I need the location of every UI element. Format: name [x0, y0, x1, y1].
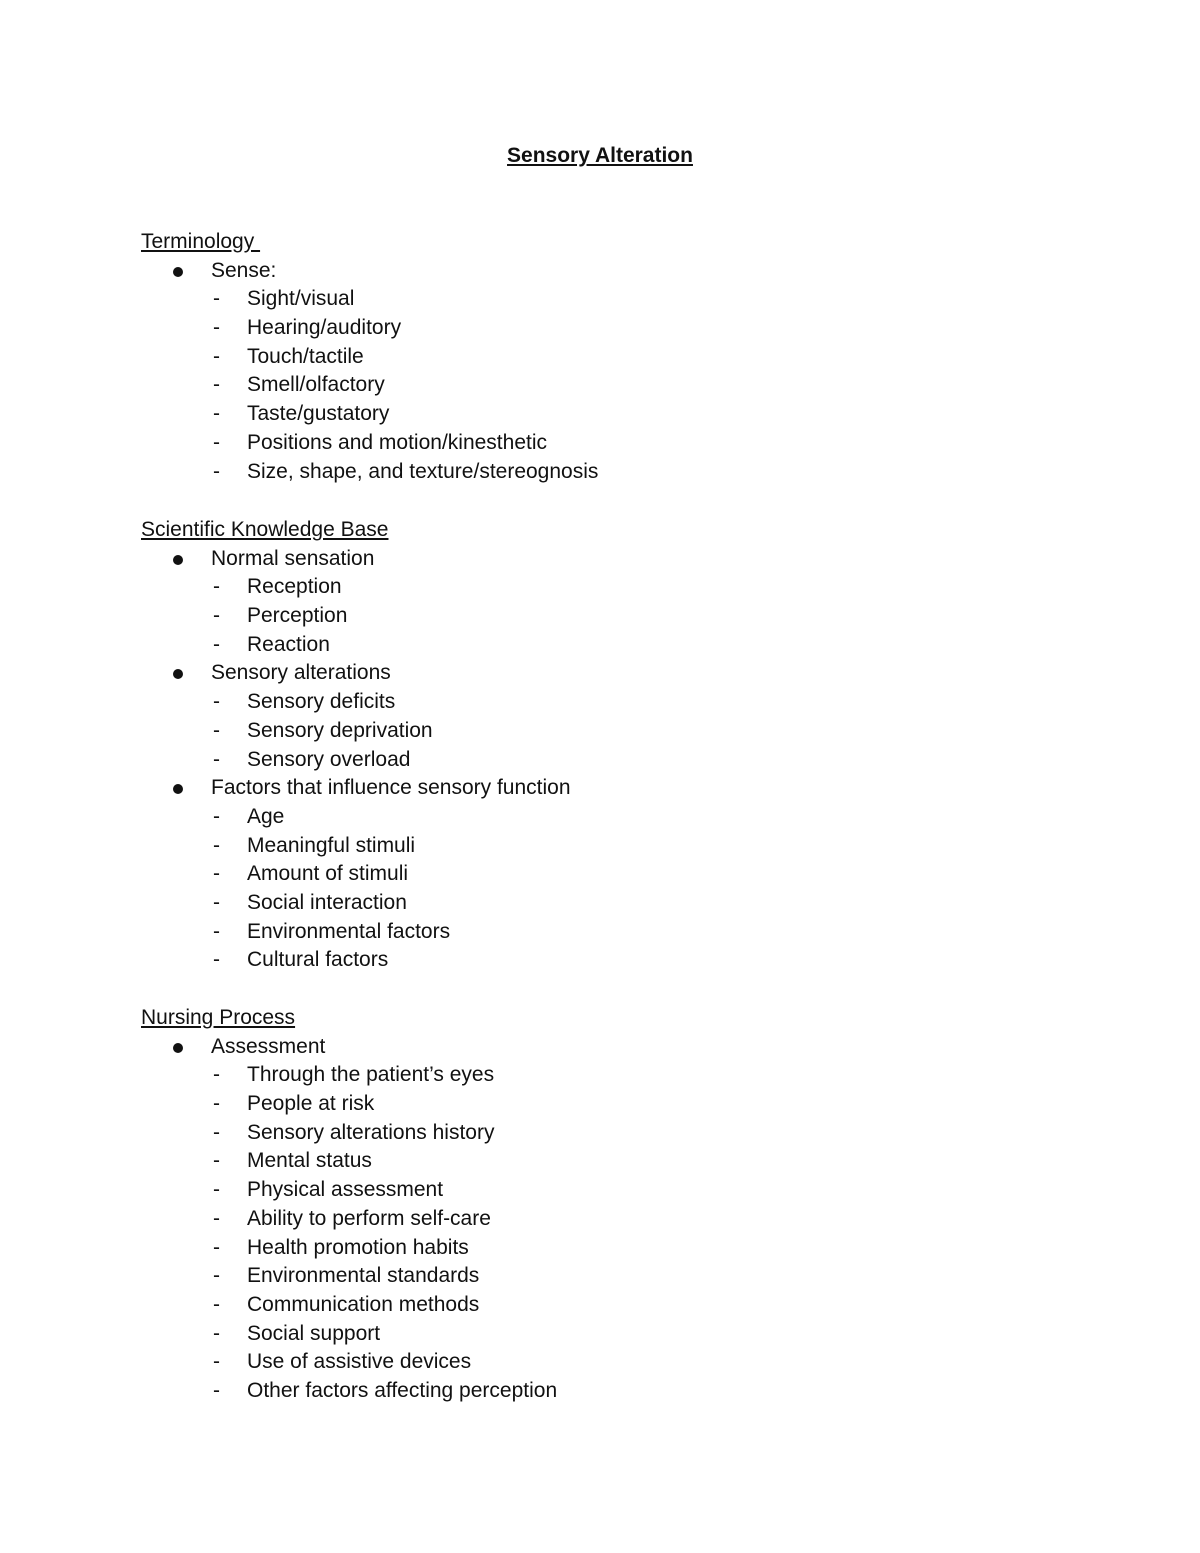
list-item-text: Amount of stimuli: [247, 862, 409, 886]
list-item: [141, 458, 1041, 487]
dash-marker: -: [213, 1063, 220, 1087]
list-item-text: Sensory alterations history: [247, 1120, 495, 1144]
list-item: [141, 400, 1041, 429]
bullet-item: [141, 1033, 1041, 1062]
bullet-text: Assessment: [211, 1034, 326, 1058]
bullet-icon: [173, 267, 183, 277]
list-item-text: Reception: [247, 575, 342, 599]
dash-marker: -: [213, 1120, 220, 1144]
list-item: [141, 1061, 1041, 1090]
list-item: [141, 803, 1041, 832]
dash-marker: -: [213, 1149, 220, 1173]
bullet-text: Factors that influence sensory function: [211, 776, 571, 800]
list-item: [141, 602, 1041, 631]
list-item-text: Social support: [247, 1321, 381, 1345]
list-item-text: Taste/gustatory: [247, 402, 390, 426]
list-item: [141, 343, 1041, 372]
list-item-text: Sensory deprivation: [247, 718, 433, 742]
dash-marker: -: [213, 919, 220, 943]
list-item: [141, 631, 1041, 660]
list-item: [141, 314, 1041, 343]
dash-marker: -: [213, 690, 220, 714]
dash-marker: -: [213, 287, 220, 311]
list-item: [141, 1377, 1041, 1406]
section-scientific-knowledge-base: [141, 516, 1041, 975]
list-item-text: Size, shape, and texture/stereognosis: [247, 459, 599, 483]
document-title: Sensory Alteration: [507, 144, 693, 167]
dash-marker: -: [213, 402, 220, 426]
bullet-item: [141, 774, 1041, 803]
list-item-text: Environmental standards: [247, 1264, 480, 1288]
list-item-text: Smell/olfactory: [247, 373, 385, 397]
bullet-icon: [173, 669, 183, 679]
list-item-text: Perception: [247, 604, 348, 628]
list-item-text: Health promotion habits: [247, 1235, 469, 1259]
list-item: [141, 1234, 1041, 1263]
list-item-text: Mental status: [247, 1149, 372, 1173]
dash-marker: -: [213, 430, 220, 454]
bullet-text: Sensory alterations: [211, 661, 391, 685]
dash-marker: -: [213, 718, 220, 742]
dash-marker: -: [213, 1350, 220, 1374]
list-item: [141, 1320, 1041, 1349]
dash-marker: -: [213, 804, 220, 828]
list-item-text: Sensory overload: [247, 747, 411, 771]
list-item: [141, 573, 1041, 602]
dash-marker: -: [213, 316, 220, 340]
dash-marker: -: [213, 575, 220, 599]
dash-marker: -: [213, 344, 220, 368]
dash-marker: -: [213, 1264, 220, 1288]
bullet-icon: [173, 555, 183, 565]
bullet-item: [141, 545, 1041, 574]
list-item: [141, 688, 1041, 717]
bullet-text: Sense:: [211, 258, 277, 282]
dash-marker: -: [213, 1321, 220, 1345]
dash-marker: -: [213, 459, 220, 483]
list-item: [141, 946, 1041, 975]
list-item-text: Cultural factors: [247, 948, 389, 972]
dash-marker: -: [213, 948, 220, 972]
list-item-text: Sight/visual: [247, 287, 355, 311]
list-item: [141, 1090, 1041, 1119]
list-item-text: Meaningful stimuli: [247, 833, 416, 857]
list-item-text: Reaction: [247, 632, 330, 656]
dash-marker: -: [213, 1178, 220, 1202]
dash-marker: -: [213, 604, 220, 628]
dash-marker: -: [213, 1292, 220, 1316]
dash-marker: -: [213, 1206, 220, 1230]
dash-marker: -: [213, 1235, 220, 1259]
list-item: [141, 746, 1041, 775]
list-item: [141, 860, 1041, 889]
section-heading: Scientific Knowledge Base: [141, 518, 389, 541]
list-item-text: Physical assessment: [247, 1178, 444, 1202]
list-item-text: Social interaction: [247, 890, 407, 914]
dash-marker: -: [213, 862, 220, 886]
list-item: [141, 889, 1041, 918]
list-item: [141, 371, 1041, 400]
dash-marker: -: [213, 632, 220, 656]
list-item: [141, 1119, 1041, 1148]
list-item: [141, 1147, 1041, 1176]
list-item-text: Other factors affecting perception: [247, 1378, 558, 1402]
list-item-text: Sensory deficits: [247, 690, 396, 714]
list-item-text: Touch/tactile: [247, 344, 364, 368]
section-heading: Nursing Process: [141, 1006, 296, 1029]
bullet-text: Normal sensation: [211, 546, 375, 570]
bullet-item: [141, 257, 1041, 286]
list-item: [141, 1205, 1041, 1234]
list-item-text: Hearing/auditory: [247, 316, 402, 340]
dash-marker: -: [213, 890, 220, 914]
list-item: [141, 832, 1041, 861]
list-item: [141, 429, 1041, 458]
list-item-text: Through the patient’s eyes: [247, 1063, 495, 1087]
section-terminology: [141, 228, 1041, 486]
bullet-icon: [173, 1043, 183, 1053]
list-item: [141, 717, 1041, 746]
list-item: [141, 1262, 1041, 1291]
list-item-text: Environmental factors: [247, 919, 451, 943]
list-item: [141, 1348, 1041, 1377]
section-heading: Terminology: [141, 230, 261, 253]
list-item: [141, 1176, 1041, 1205]
list-item: [141, 285, 1041, 314]
dash-marker: -: [213, 373, 220, 397]
list-item-text: Positions and motion/kinesthetic: [247, 430, 547, 454]
list-item-text: Communication methods: [247, 1292, 480, 1316]
dash-marker: -: [213, 1378, 220, 1402]
dash-marker: -: [213, 1092, 220, 1116]
dash-marker: -: [213, 747, 220, 771]
list-item-text: Age: [247, 804, 285, 828]
list-item-text: Ability to perform self-care: [247, 1206, 491, 1230]
list-item-text: Use of assistive devices: [247, 1350, 472, 1374]
bullet-item: [141, 659, 1041, 688]
list-item-text: People at risk: [247, 1092, 375, 1116]
bullet-icon: [173, 784, 183, 794]
list-item: [141, 918, 1041, 947]
section-nursing-process: [141, 1004, 1041, 1406]
list-item: [141, 1291, 1041, 1320]
dash-marker: -: [213, 833, 220, 857]
